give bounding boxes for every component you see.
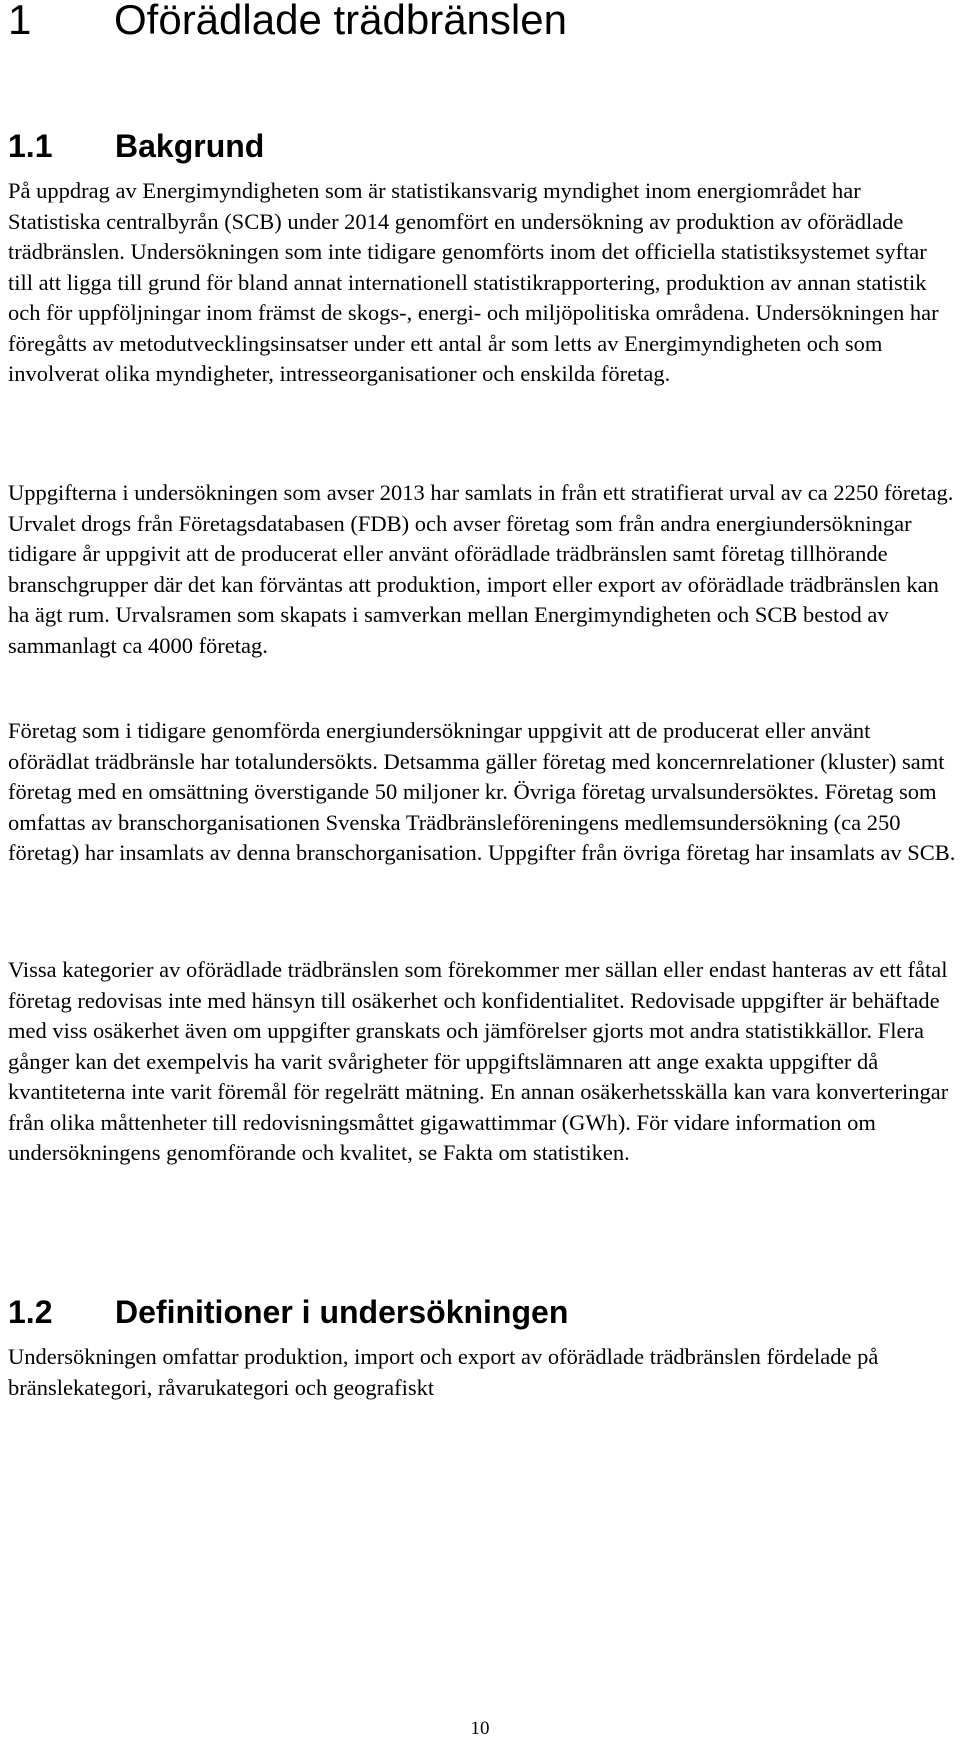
paragraph: Undersökningen omfattar produktion, import och export av oförädlade trädbränslen fördelade på bränslekategori, råvarukategori och geografiskt (8, 1344, 879, 1400)
section-title: Bakgrund (115, 128, 265, 164)
paragraph: Vissa kategorier av oförädlade trädbränslen som förekommer mer sällan eller endast hanteras av ett fåtal företag redovisas inte med hänsyn till osäkerhet och konfidentialitet. Redovisade uppgifter är behäftade med viss osäkerhet även om uppgifter granskats och jämförelser gjorts mot andra statistikkällor. Flera gånger kan det exempelvis ha varit svårigheter för uppgiftslämnaren att ange exakta uppgifter då kvantiteterna inte varit föremål för regelrätt mätning. En annan osäkerhetsskälla kan vara konverteringar från olika måttenheter till redovisningsmåttet gigawattimmar (GWh). För vidare information om undersökningens genomförande och kvalitet, se Fakta om statistiken. (8, 957, 949, 1165)
section-title: Definitioner i undersökningen (115, 1294, 569, 1330)
paragraph: Uppgifterna i undersökningen som avser 2013 har samlats in från ett stratifierat urval av ca 2250 företag. Urvalet drogs från Företagsdatabasen (FDB) och avser företag som från andra energiundersökningar tidigare år uppgivit att de producerat eller använt oförädlade trädbränslen samt företag tillhörande branschgrupper där det kan förväntas att produktion, import eller export av oförädlade trädbränslen kan ha ägt rum. Urvalsramen som skapats i samverkan mellan Energimyndigheten och SCB bestod av sammanlagt ca 4000 företag. (8, 480, 954, 658)
paragraph: På uppdrag av Energimyndigheten som är statistikansvarig myndighet inom energiområdet har Statistiska centralbyrån (SCB) under 2014 genomfört en undersökning av produktion av oförädlade trädbränslen. Undersökningen som inte tidigare genomförts inom det officiella statistiksystemet syftar till att ligga till grund för bland annat internationell statistikrapportering, produktion av annan statistik och för uppföljningar inom främst de skogs-, energi- och miljöpolitiska områdena. Undersökningen har föregåtts av metodutvecklingsinsatser under ett antal år som letts av Energimyndigheten och som involverat olika myndigheter, intresseorganisationer och enskilda företag. (8, 178, 939, 386)
page-number: 10 (470, 1718, 490, 1739)
paragraph: Företag som i tidigare genomförda energiundersökningar uppgivit att de producerat eller använt oförädlat trädbränsle har totalundersökts. Detsamma gäller företag med koncernrelationer (kluster) samt företag med en omsättning överstigande 50 miljoner kr. Övriga företag urvalsundersöktes. Företag som omfattas av branschorganisationen Svenska Trädbränsleföreningens medlemsundersökning (ca 250 företag) har insamlats av denna branschorganisation. Uppgifter från övriga företag har insamlats av SCB. (8, 718, 956, 865)
section-number: 1.1 (8, 128, 53, 164)
chapter-title: Oförädlade trädbränslen (114, 0, 567, 43)
section-number: 1.2 (8, 1294, 53, 1330)
section-heading-bakgrund (8, 128, 264, 164)
chapter-heading (8, 0, 567, 42)
chapter-number: 1 (8, 0, 32, 43)
section-heading-definitioner (8, 1294, 568, 1330)
